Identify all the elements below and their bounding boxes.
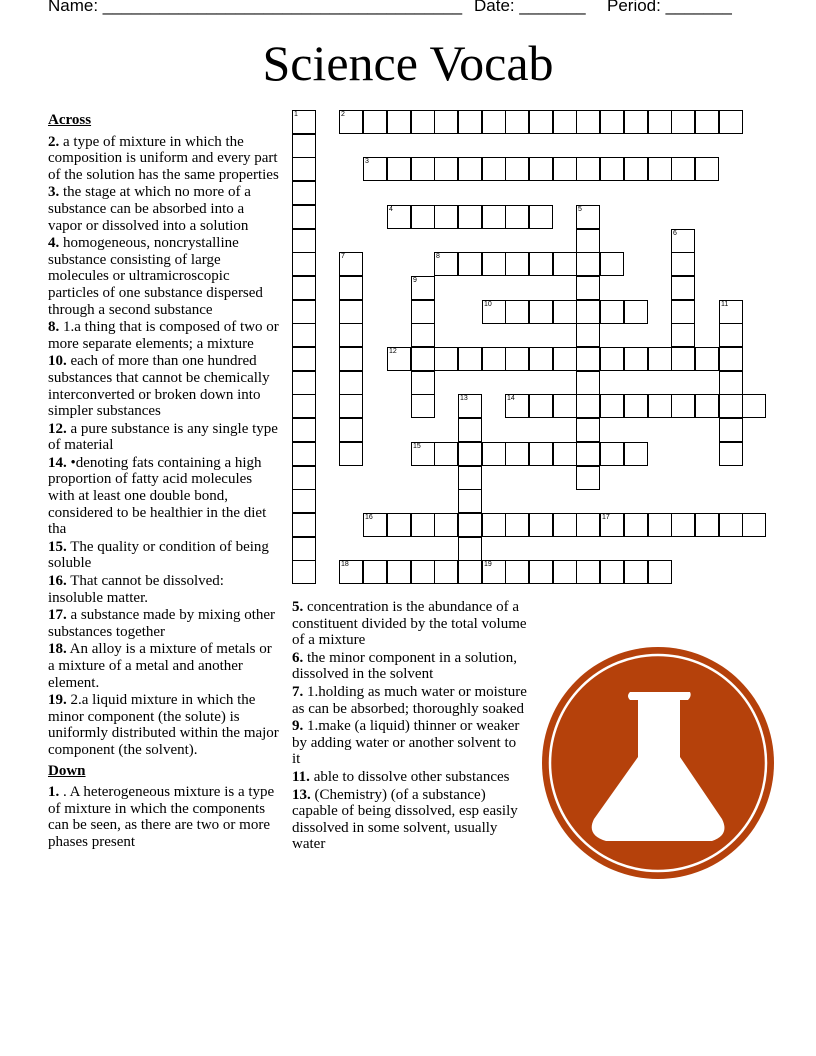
grid-cell[interactable]: [482, 252, 506, 276]
grid-cell[interactable]: [411, 560, 435, 584]
clue-number: 15: [413, 443, 421, 450]
grid-cell[interactable]: [600, 300, 624, 324]
grid-cell[interactable]: [648, 513, 672, 537]
down-heading: Down: [48, 762, 86, 779]
grid-cell[interactable]: [292, 560, 316, 584]
grid-cell[interactable]: [695, 513, 719, 537]
page-title: Science Vocab: [262, 35, 554, 91]
clue-across-17: 17. a substance made by mixing other substances together: [48, 607, 276, 640]
grid-cell[interactable]: [292, 157, 316, 181]
grid-cell[interactable]: [719, 110, 743, 134]
grid-cell[interactable]: [719, 347, 743, 371]
grid-cell[interactable]: [553, 157, 577, 181]
grid-cell[interactable]: [600, 560, 624, 584]
grid-cell[interactable]: [553, 394, 577, 418]
grid-cell[interactable]: [292, 418, 316, 442]
grid-cell[interactable]: [339, 560, 363, 584]
clue-number: 18: [341, 561, 349, 568]
grid-cell[interactable]: [411, 276, 435, 300]
grid-cell[interactable]: [458, 110, 482, 134]
clue-across-8: 8. 1.a thing that is composed of two or more separate elements; a mixture: [48, 319, 279, 352]
grid-cell[interactable]: [292, 276, 316, 300]
grid-cell[interactable]: [576, 442, 600, 466]
grid-cell[interactable]: [624, 513, 648, 537]
grid-cell[interactable]: [648, 110, 672, 134]
grid-cell[interactable]: [671, 300, 695, 324]
grid-cell[interactable]: [339, 252, 363, 276]
grid-cell[interactable]: [505, 252, 529, 276]
grid-cell[interactable]: [411, 110, 435, 134]
clue-down-7: 7. 1.holding as much water or moisture as can be absorbed; thoroughly soaked: [292, 683, 527, 717]
grid-cell[interactable]: [671, 229, 695, 253]
grid-cell[interactable]: [505, 110, 529, 134]
grid-cell[interactable]: [458, 560, 482, 584]
grid-cell[interactable]: [458, 394, 482, 418]
grid-cell[interactable]: [624, 157, 648, 181]
grid-cell[interactable]: [529, 205, 553, 229]
clue-down-6: 6. the minor component in a solution, dissolved in the solvent: [292, 649, 517, 683]
grid-cell[interactable]: [434, 252, 458, 276]
grid-cell[interactable]: [719, 323, 743, 347]
clue-across-3: 3. the stage at which no more of a substance can be absorbed into a vapor or dissolved into a solution: [48, 184, 251, 234]
grid-cell[interactable]: [292, 252, 316, 276]
grid-cell[interactable]: [529, 110, 553, 134]
grid-cell[interactable]: [719, 394, 743, 418]
grid-cell[interactable]: [339, 110, 363, 134]
grid-cell[interactable]: [671, 110, 695, 134]
grid-cell[interactable]: [671, 394, 695, 418]
grid-cell[interactable]: [411, 442, 435, 466]
grid-cell[interactable]: [624, 442, 648, 466]
grid-cell[interactable]: [458, 442, 482, 466]
grid-cell[interactable]: [529, 442, 553, 466]
grid-cell[interactable]: [434, 110, 458, 134]
flask-icon: [540, 645, 776, 881]
grid-cell[interactable]: [458, 418, 482, 442]
grid-cell[interactable]: [339, 394, 363, 418]
clue-number: 8: [436, 253, 440, 260]
grid-cell[interactable]: [339, 300, 363, 324]
clue-number: 19: [484, 561, 492, 568]
clue-across-4: 4. homogeneous, noncrystalline substance consisting of large molecules or ultramicroscopic particles of one substance dispersed through a second substance: [48, 235, 263, 318]
grid-cell[interactable]: [695, 110, 719, 134]
grid-cell[interactable]: [529, 513, 553, 537]
grid-cell[interactable]: [387, 560, 411, 584]
grid-cell[interactable]: [387, 205, 411, 229]
grid-cell[interactable]: [482, 347, 506, 371]
name-field-label: Name: ______________________________________: [48, 0, 463, 15]
grid-cell[interactable]: [411, 205, 435, 229]
grid-cell[interactable]: [458, 513, 482, 537]
grid-cell[interactable]: [671, 513, 695, 537]
grid-cell[interactable]: [387, 110, 411, 134]
clue-number: 17: [602, 514, 610, 521]
grid-cell[interactable]: [671, 276, 695, 300]
grid-cell[interactable]: [576, 300, 600, 324]
clue-across-14: 14. •denoting fats containing a high proportion of fatty acid molecules with at least one double bond, considered to be healthier in the diet tha: [48, 454, 267, 538]
grid-cell[interactable]: [648, 347, 672, 371]
grid-cell[interactable]: [529, 560, 553, 584]
grid-cell[interactable]: [553, 442, 577, 466]
grid-cell[interactable]: [505, 560, 529, 584]
grid-cell[interactable]: [411, 513, 435, 537]
grid-cell[interactable]: [387, 513, 411, 537]
grid-cell[interactable]: [339, 371, 363, 395]
clue-across-2: 2. a type of mixture in which the composition is uniform and every part of the solution has the same properties: [48, 133, 279, 183]
grid-cell[interactable]: [671, 252, 695, 276]
clue-across-15: 15. The quality or condition of being soluble: [48, 538, 269, 572]
grid-cell[interactable]: [292, 513, 316, 537]
grid-cell[interactable]: [719, 418, 743, 442]
grid-cell[interactable]: [458, 489, 482, 513]
clue-number: 14: [507, 395, 515, 402]
grid-cell[interactable]: [624, 300, 648, 324]
grid-cell[interactable]: [553, 300, 577, 324]
grid-cell[interactable]: [292, 442, 316, 466]
clue-number: 1: [294, 111, 298, 118]
grid-cell[interactable]: [648, 157, 672, 181]
grid-cell[interactable]: [411, 157, 435, 181]
grid-cell[interactable]: [695, 394, 719, 418]
grid-cell[interactable]: [553, 347, 577, 371]
grid-cell[interactable]: [411, 300, 435, 324]
grid-cell[interactable]: [576, 560, 600, 584]
grid-cell[interactable]: [648, 394, 672, 418]
header: [0, 0, 816, 22]
grid-cell[interactable]: [529, 300, 553, 324]
grid-cell[interactable]: [458, 466, 482, 490]
grid-cell[interactable]: [387, 157, 411, 181]
grid-cell[interactable]: [576, 276, 600, 300]
grid-cell[interactable]: [505, 157, 529, 181]
grid-cell[interactable]: [411, 347, 435, 371]
grid-cell[interactable]: [458, 252, 482, 276]
grid-cell[interactable]: [600, 252, 624, 276]
grid-cell[interactable]: [458, 537, 482, 561]
grid-cell[interactable]: [576, 157, 600, 181]
grid-cell[interactable]: [292, 394, 316, 418]
grid-cell[interactable]: [742, 513, 766, 537]
grid-cell[interactable]: [695, 347, 719, 371]
grid-cell[interactable]: [719, 442, 743, 466]
grid-cell[interactable]: [576, 323, 600, 347]
grid-cell[interactable]: [576, 252, 600, 276]
grid-cell[interactable]: [363, 513, 387, 537]
grid-cell[interactable]: [434, 513, 458, 537]
grid-cell[interactable]: [339, 323, 363, 347]
grid-cell[interactable]: [458, 157, 482, 181]
grid-cell[interactable]: [387, 347, 411, 371]
grid-cell[interactable]: [553, 560, 577, 584]
grid-cell[interactable]: [482, 300, 506, 324]
grid-cell[interactable]: [505, 394, 529, 418]
grid-cell[interactable]: [505, 205, 529, 229]
grid-cell[interactable]: [482, 157, 506, 181]
grid-cell[interactable]: [339, 442, 363, 466]
grid-cell[interactable]: [292, 205, 316, 229]
grid-cell[interactable]: [411, 323, 435, 347]
grid-cell[interactable]: [292, 181, 316, 205]
grid-cell[interactable]: [529, 157, 553, 181]
grid-cell[interactable]: [719, 513, 743, 537]
clue-number: 5: [578, 206, 582, 213]
grid-cell[interactable]: [648, 560, 672, 584]
grid-cell[interactable]: [292, 300, 316, 324]
date-field-label: Date: _______: [474, 0, 586, 15]
clue-number: 7: [341, 253, 345, 260]
grid-cell[interactable]: [482, 205, 506, 229]
grid-cell[interactable]: [576, 205, 600, 229]
clue-across-18: 18. An alloy is a mixture of metals or a mixture of a metal and another element.: [48, 641, 272, 691]
grid-cell[interactable]: [529, 347, 553, 371]
grid-cell[interactable]: [292, 537, 316, 561]
grid-cell[interactable]: [671, 347, 695, 371]
period-field-label: Period: _______: [607, 0, 732, 15]
grid-cell[interactable]: [292, 466, 316, 490]
grid-cell[interactable]: [576, 418, 600, 442]
grid-cell[interactable]: [482, 442, 506, 466]
grid-cell[interactable]: [576, 229, 600, 253]
clue-number: 2: [341, 111, 345, 118]
grid-cell[interactable]: [742, 394, 766, 418]
across-heading: Across: [48, 112, 92, 128]
grid-cell[interactable]: [576, 347, 600, 371]
clue-across-12: 12. a pure substance is any single type of material: [48, 420, 278, 454]
grid-cell[interactable]: [363, 560, 387, 584]
grid-cell[interactable]: [624, 394, 648, 418]
grid-cell[interactable]: [624, 347, 648, 371]
across-clues: [48, 112, 280, 852]
grid-cell[interactable]: [339, 347, 363, 371]
grid-cell[interactable]: [292, 229, 316, 253]
grid-cell[interactable]: [505, 442, 529, 466]
grid-cell[interactable]: [339, 418, 363, 442]
clue-number: 6: [673, 230, 677, 237]
down-clues: [292, 599, 528, 854]
grid-cell[interactable]: [292, 489, 316, 513]
grid-cell[interactable]: [600, 157, 624, 181]
grid-cell[interactable]: [434, 347, 458, 371]
grid-cell[interactable]: [505, 300, 529, 324]
clue-across-19: 19. 2.a liquid mixture in which the minor component (the solute) is uniformly distributed within the major component (the solvent).: [48, 692, 279, 758]
clue-across-16: 16. That cannot be dissolved: insoluble matter.: [48, 573, 224, 606]
grid-cell[interactable]: [505, 347, 529, 371]
grid-cell[interactable]: [482, 560, 506, 584]
clue-down-13: 13. (Chemistry) (of a substance) capable of being dissolved, esp easily dissolved in some solvent, usually water: [292, 786, 518, 853]
clue-number: 12: [389, 348, 397, 355]
grid-cell[interactable]: [576, 466, 600, 490]
grid-cell[interactable]: [292, 347, 316, 371]
grid-cell[interactable]: [458, 205, 482, 229]
grid-cell[interactable]: [339, 276, 363, 300]
grid-cell[interactable]: [624, 560, 648, 584]
grid-cell[interactable]: [600, 347, 624, 371]
grid-cell[interactable]: [671, 157, 695, 181]
grid-cell[interactable]: [553, 513, 577, 537]
clue-down-5: 5. concentration is the abundance of a constituent divided by the total volume of a mixture: [292, 599, 527, 649]
grid-cell[interactable]: [600, 394, 624, 418]
grid-cell[interactable]: [576, 513, 600, 537]
grid-cell[interactable]: [529, 394, 553, 418]
clue-number: 16: [365, 514, 373, 521]
grid-cell[interactable]: [505, 513, 529, 537]
grid-cell[interactable]: [482, 110, 506, 134]
grid-cell[interactable]: [292, 110, 316, 134]
grid-cell[interactable]: [624, 110, 648, 134]
grid-cell[interactable]: [458, 347, 482, 371]
grid-cell[interactable]: [292, 371, 316, 395]
grid-cell[interactable]: [434, 205, 458, 229]
grid-cell[interactable]: [529, 252, 553, 276]
clue-number: 4: [389, 206, 393, 213]
grid-cell[interactable]: [719, 300, 743, 324]
grid-cell[interactable]: [434, 560, 458, 584]
clue-number: 11: [721, 301, 729, 308]
clue-down-1: 1. . A heterogeneous mixture is a type of mixture in which the components can be seen, as there are two or more phases present: [48, 784, 275, 850]
grid-cell[interactable]: [292, 323, 316, 347]
clue-number: 13: [460, 395, 468, 402]
grid-cell[interactable]: [363, 157, 387, 181]
grid-cell[interactable]: [576, 110, 600, 134]
grid-cell[interactable]: [292, 134, 316, 158]
clue-number: 3: [365, 158, 369, 165]
grid-cell[interactable]: [482, 513, 506, 537]
grid-cell[interactable]: [576, 394, 600, 418]
grid-cell[interactable]: [671, 323, 695, 347]
grid-cell[interactable]: [695, 157, 719, 181]
grid-cell[interactable]: [434, 442, 458, 466]
clue-down-9: 9. 1.make (a liquid) thinner or weaker by adding water or another solvent to it: [292, 718, 520, 768]
grid-cell[interactable]: [600, 110, 624, 134]
grid-cell[interactable]: [553, 110, 577, 134]
clue-across-10: 10. each of more than one hundred substances that cannot be chemically interconverted or broken down into simpler substances: [48, 353, 270, 420]
grid-cell[interactable]: [600, 513, 624, 537]
grid-cell[interactable]: [600, 442, 624, 466]
clue-number: 10: [484, 301, 492, 308]
grid-cell[interactable]: [411, 371, 435, 395]
clue-number: 9: [413, 277, 417, 284]
grid-cell[interactable]: [719, 371, 743, 395]
grid-cell[interactable]: [553, 252, 577, 276]
grid-cell[interactable]: [411, 394, 435, 418]
clue-down-11: 11. able to dissolve other substances: [292, 768, 510, 785]
grid-cell[interactable]: [576, 371, 600, 395]
grid-cell[interactable]: [363, 110, 387, 134]
grid-cell[interactable]: [434, 157, 458, 181]
